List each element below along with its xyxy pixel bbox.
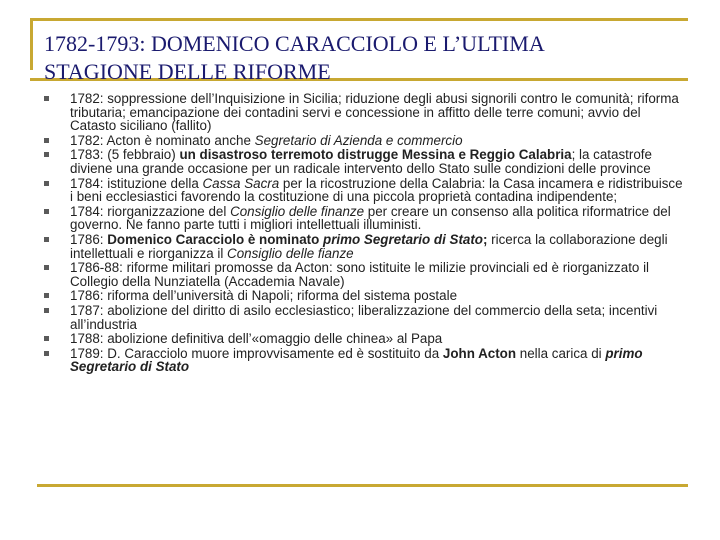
bullet-text-run: Consiglio delle fianze — [227, 245, 354, 261]
bullet-item — [44, 304, 684, 331]
bullet-text-run: 1787: abolizione del diritto di asilo ecclesiastico; liberalizzazione del commercio della seta; incentivi all’industria — [70, 302, 658, 332]
bullet-text-run: 1782: soppressione dell’Inquisizione in Sicilia; riduzione degli abusi signorili contro le comunità; riforma tributaria; emancipazione dei contadini servi e concessione in affitto delle terre comuni; avvio del Catasto siciliano (fallito) — [70, 91, 679, 134]
bullet-text-run: 1786: — [70, 231, 108, 247]
bullet-square-icon — [44, 152, 49, 157]
bullet-text-run: 1788: abolizione definitiva dell’«omaggio delle chinea» al Papa — [70, 331, 443, 347]
bullet-text-run: primo Segretario di Stato — [323, 231, 483, 247]
bullet-text-run: ricerca la collaborazione degli intellettuali e riorganizza il — [70, 231, 668, 261]
bullet-text-run: nella carica di — [516, 345, 606, 361]
bullet-text-run: per creare un consenso alla politica riformatrice del governo. Ne fanno parte tutti i migliori intellettuali illuministi. — [70, 203, 671, 233]
bullet-text-run: 1786: riforma dell’università di Napoli; riforma del sistema postale — [70, 288, 458, 304]
bullet-item — [44, 347, 684, 374]
bullet-text-run: 1784: riorganizzazione del — [70, 203, 231, 219]
bullet-square-icon — [44, 138, 49, 143]
bullet-item — [44, 148, 684, 175]
bullet-text-run: per la ricostruzione della Calabria: la Casa incamera e ridistribuisce i beni ecclesiastici favorendo la costituzione di una piccola proprietà contadina indipendente; — [70, 175, 683, 205]
bullet-square-icon — [44, 237, 49, 242]
bullet-text-run: Consiglio delle finanze — [230, 203, 365, 219]
bullet-text-run: Domenico Caracciolo è nominato — [107, 231, 324, 247]
bullet-text-run: 1782: Acton è nominato anche — [70, 132, 255, 148]
bullet-text-run: 1783: (5 febbraio) — [70, 147, 180, 163]
bullet-text-run: Cassa Sacra — [202, 175, 280, 191]
bullet-text-run: ; la catastrofe diviene una grande occasione per un radicale intervento dello Stato sulle condizioni delle province — [70, 147, 652, 176]
bullet-square-icon — [44, 96, 49, 101]
slide-title-line-1: 1782-1793: DOMENICO CARACCIOLO E L’ULTIMA — [44, 31, 545, 56]
bullet-square-icon — [44, 181, 49, 186]
bullet-text-run: un disastroso terremoto distrugge Messina e Reggio Calabria — [179, 147, 572, 163]
bullet-text-run: ; — [482, 231, 492, 247]
bullet-item — [44, 332, 684, 346]
bullet-text-run: primo Segretario di Stato — [70, 345, 643, 375]
bullet-text-run: 1786-88: riforme militari promosse da Acton: sono istituite le milizie provinciali ed è riorganizzato il Collegio della Nunziatella (Accademia Navale) — [70, 260, 650, 289]
accent-vertical-line — [30, 18, 33, 70]
bullet-item — [44, 233, 684, 260]
bullet-square-icon — [44, 209, 49, 214]
bullet-square-icon — [44, 336, 49, 341]
bullet-square-icon — [44, 265, 49, 270]
bullet-text-run: 1789: D. Caracciolo muore improvvisamente ed è sostituito da — [70, 345, 443, 361]
accent-bottom-line — [37, 484, 688, 487]
bullet-item — [44, 261, 684, 288]
accent-top-line — [30, 18, 688, 21]
bullet-item — [44, 177, 684, 204]
bullet-text-run: John Acton — [442, 345, 517, 361]
bullet-item — [44, 92, 684, 133]
bullet-square-icon — [44, 351, 49, 356]
slide-title — [44, 30, 684, 86]
bullet-square-icon — [44, 293, 49, 298]
bullet-text-run: 1784: istituzione della — [70, 175, 203, 191]
bullet-square-icon — [44, 308, 49, 313]
bullet-item — [44, 134, 684, 148]
slide-title-line-2: STAGIONE DELLE RIFORME — [44, 59, 331, 84]
bullet-list — [44, 92, 684, 375]
bullet-text-run: Segretario di Azienda e commercio — [254, 132, 463, 148]
bullet-item — [44, 289, 684, 303]
bullet-item — [44, 205, 684, 232]
